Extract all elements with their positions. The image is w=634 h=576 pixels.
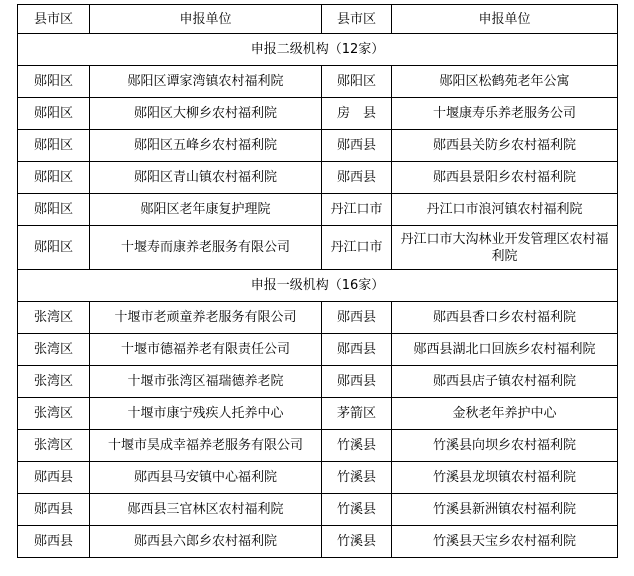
header-county: 县市区 [18,5,90,34]
section-title-level-1: 申报一级机构（16家） [18,270,618,302]
county-cell: 竹溪县 [322,526,392,558]
table-row [18,66,618,98]
table-row [18,226,618,270]
unit-cell: 竹溪县龙坝镇农村福利院 [392,462,618,494]
institution-table [17,4,618,558]
unit-cell: 金秋老年养护中心 [392,398,618,430]
unit-cell: 丹江口市大沟林业开发管理区农村福利院 [392,226,618,270]
table-row [18,494,618,526]
unit-cell: 十堰康寿乐养老服务公司 [392,98,618,130]
county-cell: 郧西县 [18,494,90,526]
county-cell: 房 县 [322,98,392,130]
unit-cell: 十堰市老顽童养老服务有限公司 [90,302,322,334]
unit-cell: 竹溪县天宝乡农村福利院 [392,526,618,558]
unit-cell: 郧西县香口乡农村福利院 [392,302,618,334]
county-cell: 竹溪县 [322,462,392,494]
table-row [18,430,618,462]
unit-cell: 十堰市张湾区福瑞德养老院 [90,366,322,398]
unit-cell: 郧西县店子镇农村福利院 [392,366,618,398]
unit-cell: 郧西县湖北口回族乡农村福利院 [392,334,618,366]
unit-cell: 丹江口市浪河镇农村福利院 [392,194,618,226]
unit-cell: 竹溪县新洲镇农村福利院 [392,494,618,526]
header-county-2: 县市区 [322,5,392,34]
unit-cell: 郧阳区青山镇农村福利院 [90,162,322,194]
county-cell: 郧阳区 [18,194,90,226]
county-cell: 郧西县 [322,130,392,162]
table-row [18,98,618,130]
county-cell: 张湾区 [18,398,90,430]
county-cell: 张湾区 [18,366,90,398]
county-cell: 丹江口市 [322,194,392,226]
county-cell: 郧阳区 [18,130,90,162]
county-cell: 郧西县 [322,302,392,334]
table-row [18,526,618,558]
county-cell: 郧西县 [322,334,392,366]
county-cell: 竹溪县 [322,430,392,462]
unit-cell: 郧阳区五峰乡农村福利院 [90,130,322,162]
unit-cell: 郧西县六郎乡农村福利院 [90,526,322,558]
county-cell: 郧阳区 [18,66,90,98]
table-row [18,366,618,398]
unit-cell: 十堰市康宁残疾人托养中心 [90,398,322,430]
unit-cell: 十堰市德福养老有限责任公司 [90,334,322,366]
unit-cell: 郧西县景阳乡农村福利院 [392,162,618,194]
county-cell: 郧西县 [322,162,392,194]
county-cell: 郧西县 [322,366,392,398]
section-header-row [18,34,618,66]
header-row [18,5,618,34]
unit-cell: 郧阳区谭家湾镇农村福利院 [90,66,322,98]
header-unit: 申报单位 [90,5,322,34]
unit-cell: 郧西县三官林区农村福利院 [90,494,322,526]
section-title-level-2: 申报二级机构（12家） [18,34,618,66]
unit-cell: 十堰寿而康养老服务有限公司 [90,226,322,270]
unit-cell: 郧阳区老年康复护理院 [90,194,322,226]
table-row [18,302,618,334]
unit-cell: 十堰市昊成幸福养老服务有限公司 [90,430,322,462]
unit-cell: 竹溪县向坝乡农村福利院 [392,430,618,462]
table-row [18,462,618,494]
unit-cell: 郧西县关防乡农村福利院 [392,130,618,162]
county-cell: 张湾区 [18,334,90,366]
county-cell: 张湾区 [18,430,90,462]
unit-cell: 郧阳区大柳乡农村福利院 [90,98,322,130]
unit-cell: 郧西县马安镇中心福利院 [90,462,322,494]
county-cell: 郧阳区 [18,98,90,130]
table-row [18,194,618,226]
county-cell: 竹溪县 [322,494,392,526]
county-cell: 郧阳区 [322,66,392,98]
section-header-row [18,270,618,302]
county-cell: 张湾区 [18,302,90,334]
county-cell: 郧西县 [18,526,90,558]
unit-cell: 郧阳区松鹤苑老年公寓 [392,66,618,98]
header-unit-2: 申报单位 [392,5,618,34]
county-cell: 郧西县 [18,462,90,494]
table-row [18,398,618,430]
county-cell: 郧阳区 [18,226,90,270]
county-cell: 丹江口市 [322,226,392,270]
table-row [18,162,618,194]
table-row [18,130,618,162]
table-row [18,334,618,366]
county-cell: 郧阳区 [18,162,90,194]
county-cell: 茅箭区 [322,398,392,430]
